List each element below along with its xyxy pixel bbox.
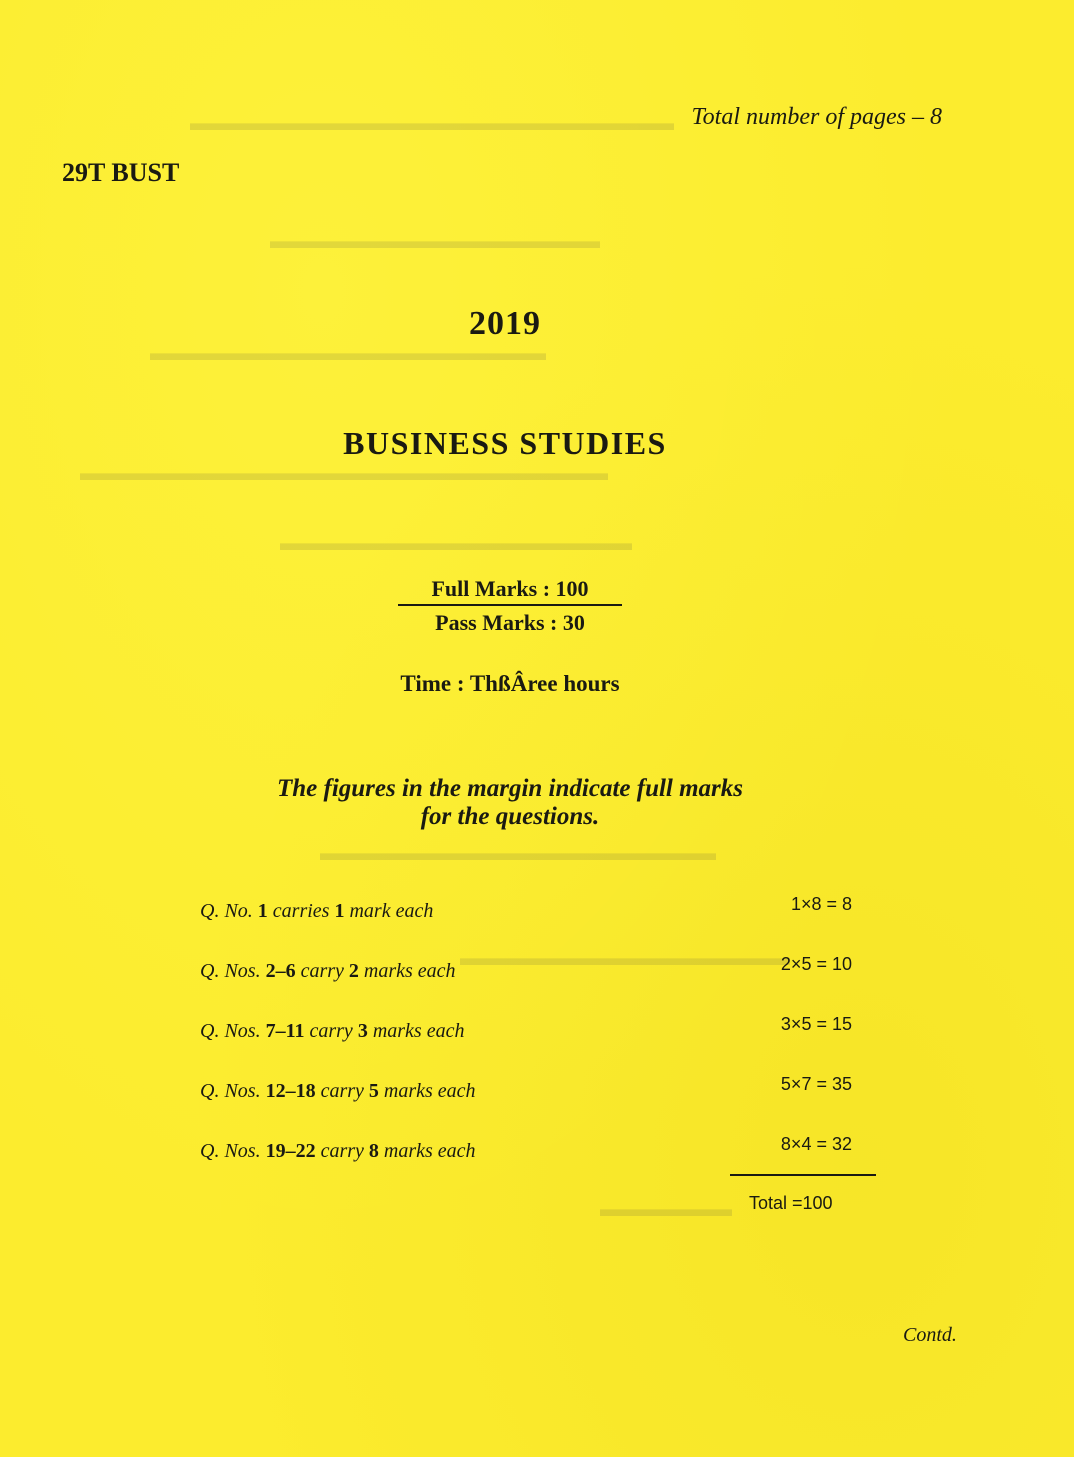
show-through-text: ▬▬▬▬▬▬▬▬▬▬▬▬▬▬▬▬▬▬: [150, 340, 546, 365]
total-pages-label: Total number of pages – 8: [691, 104, 942, 130]
marks-divider: [398, 604, 622, 606]
show-through-text: ▬▬▬▬▬▬▬▬▬▬▬▬▬▬▬: [270, 228, 600, 253]
schedule-marks: 3×5 = 15: [780, 1014, 852, 1034]
show-through-text: ▬▬▬▬▬▬▬▬▬▬▬▬▬▬▬▬▬▬: [320, 840, 716, 865]
schedule-row: [200, 954, 860, 992]
continued-label: Contd.: [903, 1324, 957, 1346]
schedule-row: [200, 1074, 860, 1112]
marks-block: [0, 576, 1020, 636]
schedule-row: [200, 1014, 860, 1052]
full-marks: Full Marks : 100: [431, 576, 589, 601]
margin-note-line1: The figures in the margin indicate full marks: [276, 775, 744, 802]
schedule-question: Q. Nos. 7–11 carry 3 marks each: [200, 1020, 465, 1042]
total-marks: Total =100: [749, 1193, 833, 1213]
margin-note-line2: for the questions.: [420, 803, 600, 830]
show-through-text: ▬▬▬▬▬▬▬▬▬▬▬▬▬▬▬: [460, 945, 790, 970]
pass-marks: Pass Marks : 30: [435, 610, 585, 635]
schedule-question: Q. Nos. 2–6 carry 2 marks each: [200, 960, 456, 982]
schedule-question: Q. Nos. 19–22 carry 8 marks each: [200, 1140, 476, 1162]
total-divider: [730, 1174, 876, 1176]
schedule-row: [200, 894, 860, 932]
schedule-marks: 8×4 = 32: [780, 1134, 852, 1154]
show-through-text: ▬▬▬▬▬▬▬▬▬▬▬▬▬▬▬▬▬▬▬▬▬▬: [190, 110, 674, 135]
schedule-row: [200, 1134, 860, 1172]
margin-note: [0, 775, 1020, 831]
schedule-marks: 1×8 = 8: [790, 894, 852, 914]
time-allowed: Time : ThßÂree hours: [400, 671, 620, 696]
schedule-marks: 2×5 = 10: [780, 954, 852, 974]
show-through-text: ▬▬▬▬▬▬▬▬▬▬▬▬▬▬▬▬: [280, 530, 632, 555]
schedule-question: Q. Nos. 12–18 carry 5 marks each: [200, 1080, 476, 1102]
schedule-marks: 5×7 = 35: [780, 1074, 852, 1094]
exam-year: 2019: [469, 305, 541, 342]
schedule-question: Q. No. 1 carries 1 mark each: [200, 900, 434, 922]
show-through-text: ▬▬▬▬▬▬▬▬▬▬▬▬▬▬▬▬▬▬▬▬▬▬▬▬: [80, 460, 608, 485]
subject-title: BUSINESS STUDIES: [343, 425, 667, 461]
show-through-text: ▬▬▬▬▬▬: [600, 1196, 732, 1221]
paper-code: 29T BUST: [62, 158, 180, 187]
